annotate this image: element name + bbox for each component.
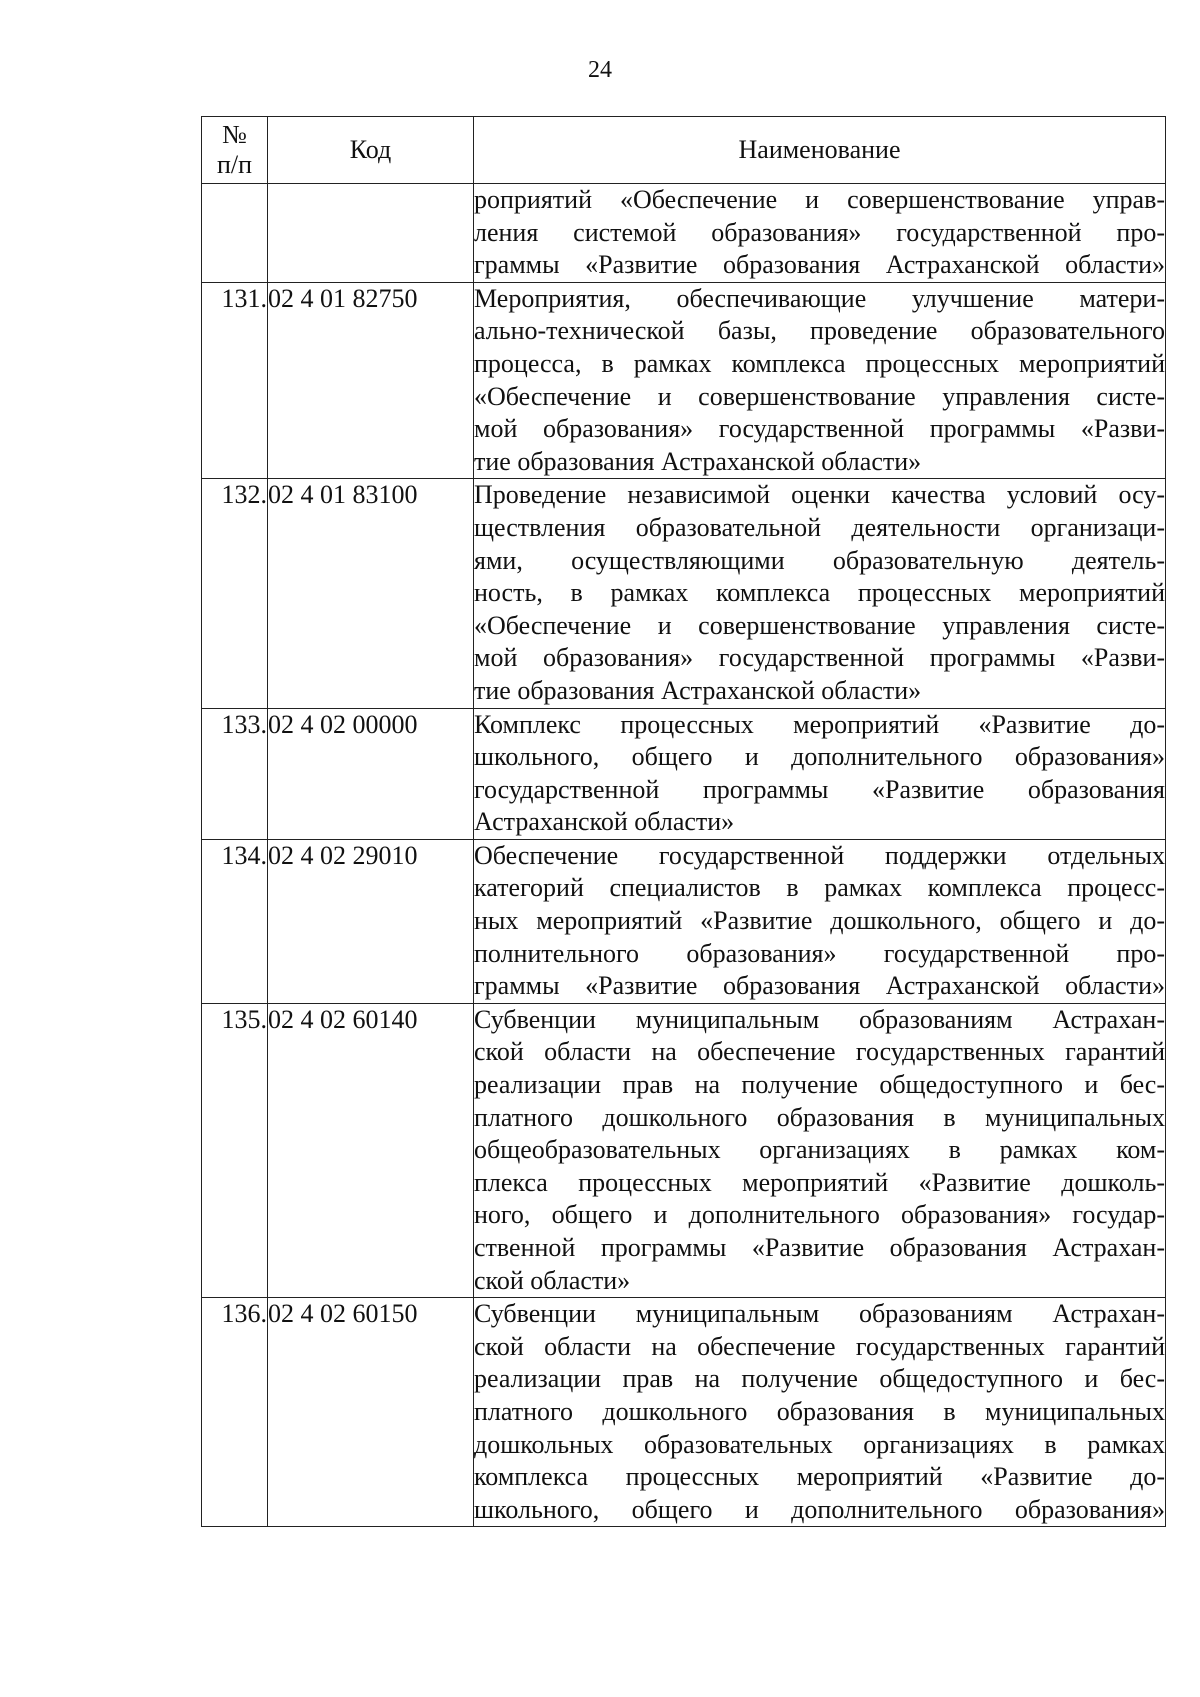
name-line: ственной программы «Развитие образования Астрахан- <box>474 1233 1165 1262</box>
name-line: ществления образовательной деятельности организаци- <box>474 512 1165 542</box>
name-line: школьного, общего и дополнительного образования» <box>474 742 1165 772</box>
name-line: мой образования» государственной программы «Разви- <box>474 414 1165 444</box>
row-name <box>474 708 1166 839</box>
name-line: тие образования Астраханской области» <box>474 675 922 705</box>
header-num <box>202 117 268 184</box>
row-name <box>474 839 1166 1003</box>
row-code: 02 4 02 60150 <box>268 1298 474 1527</box>
row-code: 02 4 02 00000 <box>268 708 474 839</box>
name-line: ных мероприятий «Развитие дошкольного, общего и до- <box>474 906 1165 936</box>
name-line: реализации прав на получение общедоступного и бес- <box>474 1364 1165 1394</box>
budget-code-table <box>201 116 1166 1527</box>
name-line: школьного, общего и дополнительного образования» <box>474 1494 1165 1524</box>
row-code: 02 4 02 60140 <box>268 1003 474 1297</box>
row-code: 02 4 01 83100 <box>268 479 474 708</box>
table-row <box>202 1003 1166 1297</box>
row-name <box>474 184 1166 283</box>
row-number: 136. <box>202 1298 268 1527</box>
header-num-line: п/п <box>216 150 253 179</box>
row-name <box>474 1003 1166 1297</box>
name-line: плекса процессных мероприятий «Развитие дошколь- <box>474 1167 1165 1197</box>
table-row <box>202 479 1166 708</box>
name-line: Субвенции муниципальным образованиям Астрахан- <box>474 1004 1165 1034</box>
row-name <box>474 282 1166 479</box>
name-line: ской области» <box>474 1265 631 1295</box>
table-row <box>202 282 1166 479</box>
row-code: 02 4 01 82750 <box>268 282 474 479</box>
name-line: Субвенции муниципальным образованиям Астрахан- <box>474 1299 1165 1329</box>
name-line: дошкольных образовательных организациях в рамках <box>474 1429 1165 1459</box>
name-line: Комплекс процессных мероприятий «Развитие до- <box>474 709 1165 739</box>
row-name <box>474 1298 1166 1527</box>
table-row <box>202 708 1166 839</box>
name-line: ного, общего и дополнительного образования» государ- <box>474 1200 1165 1230</box>
name-line: граммы «Развитие образования Астраханской области» <box>474 250 1165 280</box>
name-line: роприятий «Обеспечение и совершенствование управ- <box>474 185 1165 214</box>
name-line: комплекса процессных мероприятий «Развитие до- <box>474 1462 1165 1492</box>
name-line: категорий специалистов в рамках комплекса процесс- <box>474 873 1165 903</box>
name-line: общеобразовательных организациях в рамках ком- <box>474 1135 1165 1165</box>
name-line: платного дошкольного образования в муниципальных <box>474 1396 1165 1426</box>
name-line: «Обеспечение и совершенствование управления систе- <box>474 610 1165 640</box>
row-number: 131. <box>202 282 268 479</box>
header-num-line: № <box>222 120 247 149</box>
name-line: «Обеспечение и совершенствование управления систе- <box>474 381 1165 411</box>
row-number: 132. <box>202 479 268 708</box>
name-line: Проведение независимой оценки качества условий осу- <box>474 480 1165 510</box>
name-line: Обеспечение государственной поддержки отдельных <box>474 840 1165 870</box>
page-number: 24 <box>588 57 612 83</box>
table-row <box>202 1298 1166 1527</box>
name-line: государственной программы «Развитие образования <box>474 774 1165 804</box>
name-line: ской области на обеспечение государственных гарантий <box>474 1331 1165 1361</box>
name-line: тие образования Астраханской области» <box>474 446 922 476</box>
row-number: 134. <box>202 839 268 1003</box>
table-body <box>202 184 1166 1527</box>
table-row <box>202 184 1166 283</box>
name-line: ской области на обеспечение государственных гарантий <box>474 1037 1165 1067</box>
row-name <box>474 479 1166 708</box>
name-line: Астраханской области» <box>474 807 735 837</box>
row-code <box>268 184 474 283</box>
name-line: Мероприятия, обеспечивающие улучшение матери- <box>474 283 1165 313</box>
row-code: 02 4 02 29010 <box>268 839 474 1003</box>
name-line: ально-технической базы, проведение образовательного <box>474 316 1165 346</box>
name-line: ления системой образования» государственной про- <box>474 217 1165 247</box>
name-line: ность, в рамках комплекса процессных мероприятий <box>474 578 1165 608</box>
table-row <box>202 839 1166 1003</box>
header-name: Наименование <box>474 117 1166 184</box>
name-line: реализации прав на получение общедоступного и бес- <box>474 1070 1165 1100</box>
row-number <box>202 184 268 283</box>
name-line: полнительного образования» государственной про- <box>474 938 1165 968</box>
header-code: Код <box>268 117 474 184</box>
row-number: 133. <box>202 708 268 839</box>
name-line: платного дошкольного образования в муниципальных <box>474 1102 1165 1132</box>
name-line: граммы «Развитие образования Астраханской области» <box>474 971 1165 1001</box>
name-line: мой образования» государственной программы «Разви- <box>474 643 1165 673</box>
name-line: процесса, в рамках комплекса процессных мероприятий <box>474 348 1165 378</box>
row-number: 135. <box>202 1003 268 1297</box>
table-header-row <box>202 117 1166 184</box>
name-line: ями, осуществляющими образовательную деятель- <box>474 545 1165 575</box>
